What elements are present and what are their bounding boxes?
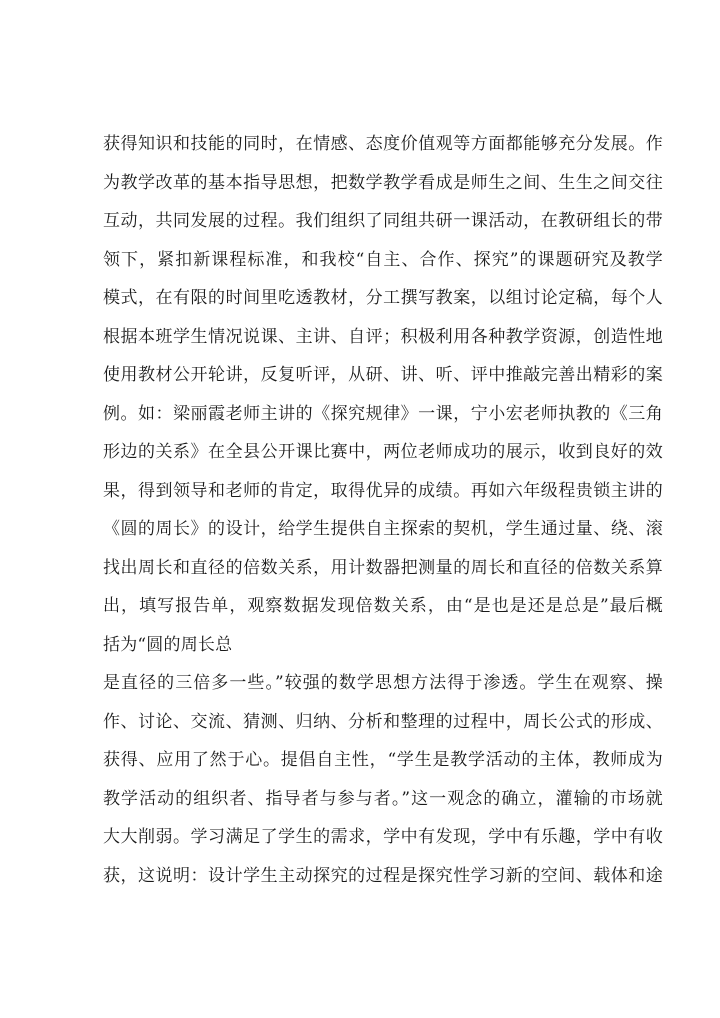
text-line: 模式，在有限的时间里吃透教材，分工撰写教案，以组讨论定稿，每个人	[103, 288, 663, 308]
text-line: 大大削弱。学习满足了学生的需求，学中有发现，学中有乐趣，学中有收	[103, 827, 663, 847]
text-line: 互动，共同发展的过程。我们组织了同组共研一课活动，在教研组长的带	[103, 211, 663, 231]
text-line: 作、讨论、交流、猜测、归纳、分析和整理的过程中，周长公式的形成、	[103, 711, 663, 732]
text-line: 例。如：梁丽霞老师主讲的《探究规律》一课，宁小宏老师执教的《三角	[103, 403, 663, 424]
text-line: 获，这说明：设计学生主动探究的过程是探究性学习新的空间、载体和途	[103, 865, 663, 886]
text-line: 领下，紧扣新课程标准，和我校“自主、合作、探究”的课题研究及教学	[103, 249, 663, 270]
text-line: 使用教材公开轮讲，反复听评，从研、讲、听、评中推敲完善出精彩的案	[103, 365, 663, 385]
text-line: 根据本班学生情况说课、主讲、自评；积极利用各种教学资源，创造性地	[103, 326, 663, 347]
text-line: 为教学改革的基本指导思想，把数学教学看成是师生之间、生生之间交往	[103, 172, 663, 193]
text-line: 括为“圆的周长总	[103, 634, 233, 655]
text-line: 获得知识和技能的同时，在情感、态度价值观等方面都能够充分发展。作	[103, 134, 663, 154]
text-line: 果，得到领导和老师的肯定，取得优异的成绩。再如六年级程贵锁主讲的	[103, 480, 663, 501]
body-text	[103, 125, 663, 895]
text-line: 找出周长和直径的倍数关系，用计数器把测量的周长和直径的倍数关系算	[103, 557, 663, 578]
text-line: 获得、应用了然于心。提倡自主性，“学生是教学活动的主体，教师成为	[103, 750, 663, 770]
text-line: 教学活动的组织者、指导者与参与者。”这一观念的确立，灌输的市场就	[103, 788, 663, 809]
text-line: 《圆的周长》的设计，给学生提供自主探索的契机，学生通过量、绕、滚	[103, 519, 663, 539]
text-line: 形边的关系》在全县公开课比赛中，两位老师成功的展示，收到良好的效	[103, 442, 663, 462]
text-line: 是直径的三倍多一些。”较强的数学思想方法得于渗透。学生在观察、操	[103, 673, 663, 693]
text-line: 出，填写报告单，观察数据发现倍数关系，由“是也是还是总是”最后概	[103, 596, 663, 616]
